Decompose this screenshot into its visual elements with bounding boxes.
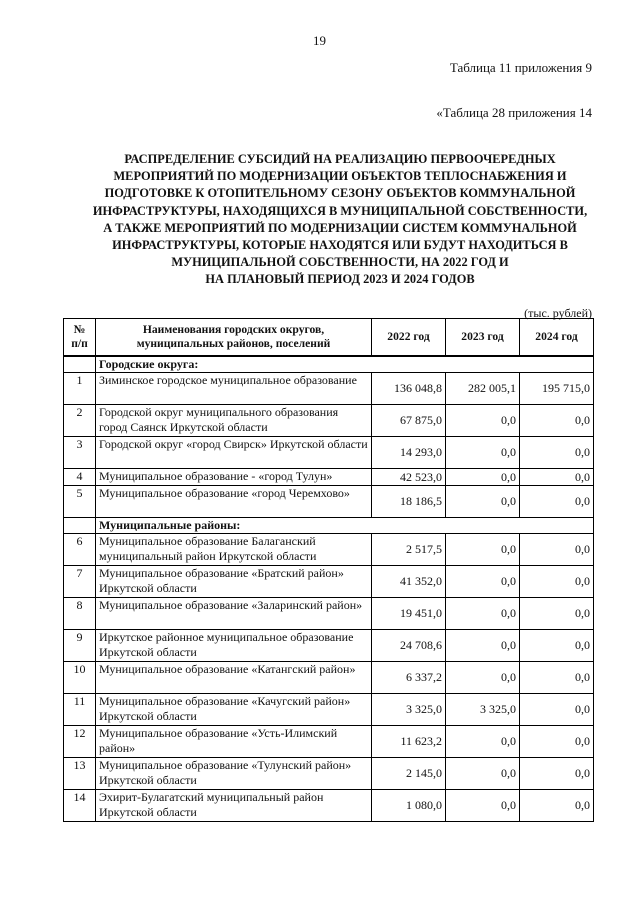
table-row (64, 437, 594, 469)
municipality-name: Иркутское районное муниципальное образование Иркутской области (96, 630, 372, 662)
row-number: 5 (64, 486, 96, 518)
section-number-cell (64, 356, 96, 373)
value-2022: 2 145,0 (372, 758, 446, 790)
value-2022: 41 352,0 (372, 566, 446, 598)
value-2022: 2 517,5 (372, 534, 446, 566)
row-number: 2 (64, 405, 96, 437)
value-2023: 0,0 (446, 469, 520, 486)
table-row (64, 662, 594, 694)
title-line: ИНФРАСТРУКТУРЫ, НАХОДЯЩИХСЯ В МУНИЦИПАЛЬНОЙ СОБСТВЕННОСТИ, (92, 203, 588, 218)
row-number: 13 (64, 758, 96, 790)
table-row (64, 486, 594, 518)
value-2022: 6 337,2 (372, 662, 446, 694)
value-2023: 0,0 (446, 758, 520, 790)
value-2022: 14 293,0 (372, 437, 446, 469)
municipality-name: Муниципальное образование «Тулунский район» Иркутской области (96, 758, 372, 790)
row-number: 8 (64, 598, 96, 630)
header-2024: 2024 год (520, 319, 594, 357)
municipality-name: Городской округ «город Свирск» Иркутской области (96, 437, 372, 469)
value-2022: 1 080,0 (372, 790, 446, 822)
table-row (64, 630, 594, 662)
document-title (80, 151, 600, 289)
table-row (64, 566, 594, 598)
header-2023: 2023 год (446, 319, 520, 357)
title-line: ИНФРАСТРУКТУРЫ, КОТОРЫЕ НАХОДЯТСЯ ИЛИ БУДУТ НАХОДИТЬСЯ В (112, 238, 568, 253)
value-2024: 195 715,0 (520, 373, 594, 405)
header-2022: 2022 год (372, 319, 446, 357)
value-2023: 0,0 (446, 486, 520, 518)
value-2024: 0,0 (520, 534, 594, 566)
value-2022: 11 623,2 (372, 726, 446, 758)
table-row (64, 373, 594, 405)
table-reference-2: «Таблица 28 приложения 14 (436, 105, 592, 120)
row-number: 14 (64, 790, 96, 822)
value-2022: 24 708,6 (372, 630, 446, 662)
value-2023: 0,0 (446, 790, 520, 822)
value-2024: 0,0 (520, 469, 594, 486)
municipality-name: Зиминское городское муниципальное образование (96, 373, 372, 405)
header-number (64, 319, 96, 357)
value-2024: 0,0 (520, 630, 594, 662)
header-number-line1: № (73, 323, 86, 336)
value-2023: 0,0 (446, 437, 520, 469)
value-2022: 42 523,0 (372, 469, 446, 486)
table-row (64, 598, 594, 630)
value-2023: 282 005,1 (446, 373, 520, 405)
value-2023: 0,0 (446, 566, 520, 598)
table-reference-1: Таблица 11 приложения 9 (449, 60, 592, 75)
page-number: 19 (313, 33, 326, 48)
value-2024: 0,0 (520, 662, 594, 694)
title-line: НА ПЛАНОВЫЙ ПЕРИОД 2023 И 2024 ГОДОВ (205, 272, 475, 287)
row-number: 12 (64, 726, 96, 758)
row-number: 9 (64, 630, 96, 662)
table-row (64, 790, 594, 822)
row-number: 1 (64, 373, 96, 405)
value-2024: 0,0 (520, 437, 594, 469)
section-row (64, 518, 594, 534)
table-row (64, 405, 594, 437)
value-2024: 0,0 (520, 758, 594, 790)
value-2024: 0,0 (520, 566, 594, 598)
municipality-name: Муниципальное образование - «город Тулун» (96, 469, 372, 486)
row-number: 11 (64, 694, 96, 726)
table-header-row (64, 319, 594, 357)
title-line: МУНИЦИПАЛЬНОЙ СОБСТВЕННОСТИ, НА 2022 ГОД И (171, 255, 509, 270)
value-2023: 0,0 (446, 598, 520, 630)
municipality-name: Городской округ муниципального образования город Саянск Иркутской области (96, 405, 372, 437)
header-number-line2: п/п (71, 337, 88, 350)
municipality-name: Муниципальное образование «Заларинский район» (96, 598, 372, 630)
section-row (64, 356, 594, 373)
value-2022: 19 451,0 (372, 598, 446, 630)
table-row (64, 758, 594, 790)
title-line: МЕРОПРИЯТИЙ ПО МОДЕРНИЗАЦИИ ОБЪЕКТОВ ТЕПЛОСНАБЖЕНИЯ И (113, 169, 567, 184)
row-number: 4 (64, 469, 96, 486)
row-number: 3 (64, 437, 96, 469)
value-2024: 0,0 (520, 598, 594, 630)
title-line: А ТАКЖЕ МЕРОПРИЯТИЙ ПО МОДЕРНИЗАЦИИ СИСТЕМ КОММУНАЛЬНОЙ (103, 220, 577, 235)
value-2023: 0,0 (446, 726, 520, 758)
units-label: (тыс. рублей) (524, 306, 592, 320)
value-2023: 0,0 (446, 534, 520, 566)
municipality-name: Муниципальное образование Балаганский муниципальный район Иркутской области (96, 534, 372, 566)
municipality-name: Муниципальное образование «Катангский район» (96, 662, 372, 694)
header-name-line2: муниципальных районов, поселений (136, 337, 331, 350)
municipality-name: Муниципальное образование «Усть-Илимский район» (96, 726, 372, 758)
row-number: 7 (64, 566, 96, 598)
section-label: Городские округа: (96, 356, 594, 373)
municipality-name: Муниципальное образование «Братский район» Иркутской области (96, 566, 372, 598)
table-row (64, 469, 594, 486)
table-row (64, 726, 594, 758)
row-number: 6 (64, 534, 96, 566)
value-2024: 0,0 (520, 405, 594, 437)
table-row (64, 694, 594, 726)
value-2023: 0,0 (446, 405, 520, 437)
header-name-line1: Наименования городских округов, (142, 323, 325, 336)
section-number-cell (64, 518, 96, 534)
value-2022: 136 048,8 (372, 373, 446, 405)
row-number: 10 (64, 662, 96, 694)
value-2023: 0,0 (446, 662, 520, 694)
section-label: Муниципальные районы: (96, 518, 594, 534)
subsidy-table (63, 318, 594, 822)
value-2023: 3 325,0 (446, 694, 520, 726)
title-line: РАСПРЕДЕЛЕНИЕ СУБСИДИЙ НА РЕАЛИЗАЦИЮ ПЕРВООЧЕРЕДНЫХ (124, 152, 556, 166)
value-2022: 3 325,0 (372, 694, 446, 726)
value-2023: 0,0 (446, 630, 520, 662)
header-name (96, 319, 372, 357)
table-row (64, 534, 594, 566)
title-line: ПОДГОТОВКЕ К ОТОПИТЕЛЬНОМУ СЕЗОНУ ОБЪЕКТОВ КОММУНАЛЬНОЙ (104, 186, 576, 201)
value-2024: 0,0 (520, 790, 594, 822)
value-2024: 0,0 (520, 694, 594, 726)
table-body (64, 356, 594, 822)
value-2024: 0,0 (520, 486, 594, 518)
municipality-name: Муниципальное образование «Качугский район» Иркутской области (96, 694, 372, 726)
value-2022: 67 875,0 (372, 405, 446, 437)
municipality-name: Муниципальное образование «город Черемхово» (96, 486, 372, 518)
municipality-name: Эхирит-Булагатский муниципальный район Иркутской области (96, 790, 372, 822)
value-2022: 18 186,5 (372, 486, 446, 518)
value-2024: 0,0 (520, 726, 594, 758)
